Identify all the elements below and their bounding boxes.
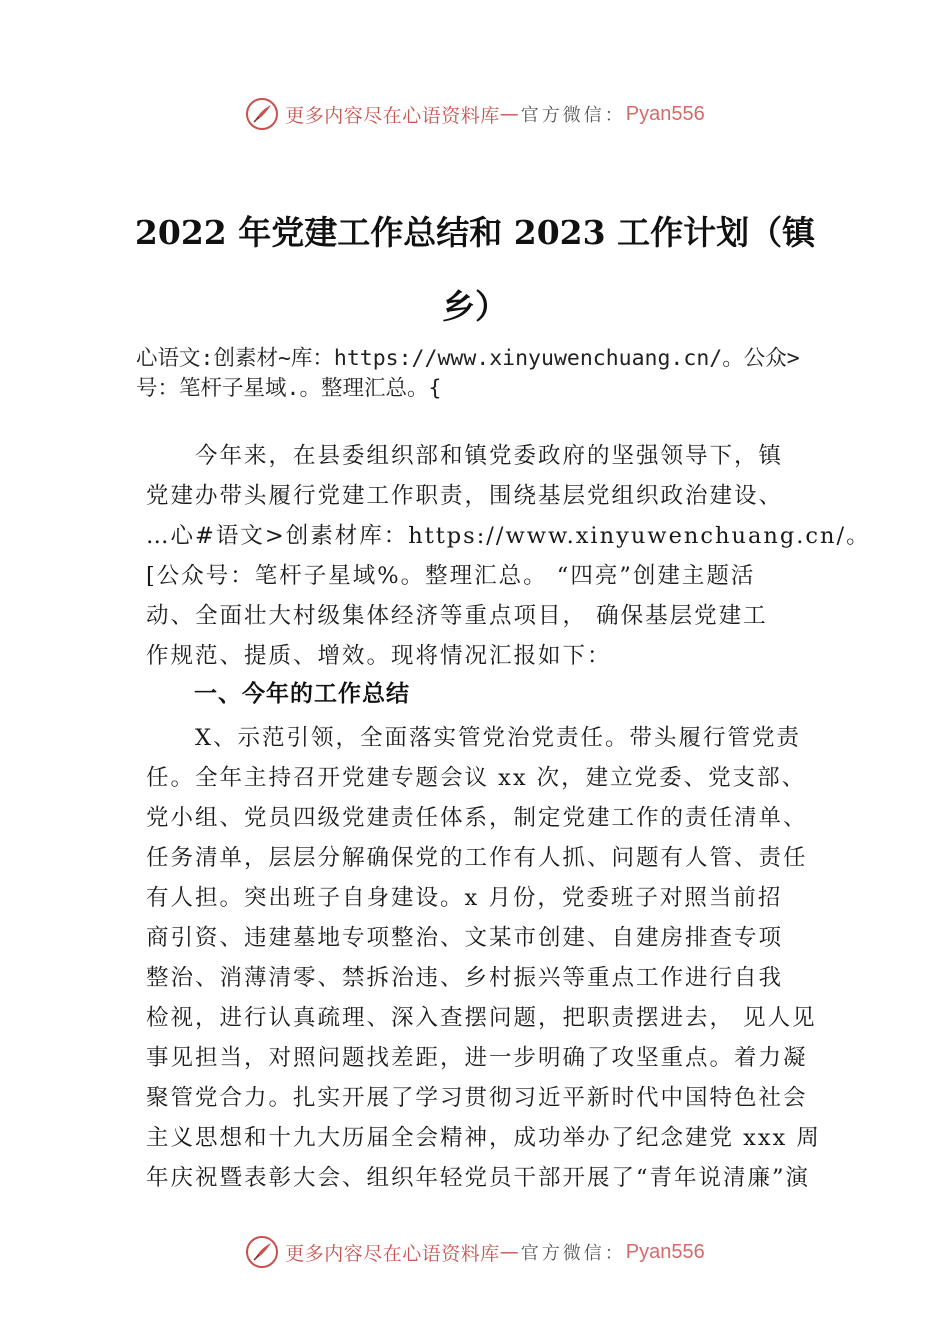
paragraph-line: 今年来，在县委组织部和镇党委政府的坚强领导下，镇 (146, 443, 784, 469)
watermark-label: 官方微信： (520, 1243, 626, 1264)
paragraph-line: 党小组、党员四级党建责任体系，制定党建工作的责任清单、 (146, 805, 808, 831)
footer-watermark (0, 1232, 950, 1272)
source-note-line: 心语文:创素材~库：https://www.xinyuwenchuang.cn/。公众> (136, 346, 800, 371)
paragraph-line: 商引资、违建墓地专项整治、文某市创建、自建房排查专项 (146, 925, 784, 951)
paragraph-line: 作规范、提质、增效。现将情况汇报如下： (146, 643, 612, 669)
watermark-text: 更多内容尽在心语资料库 (285, 104, 500, 127)
header-watermark (0, 94, 950, 134)
watermark-label: 官方微信： (520, 105, 626, 126)
paragraph-line: 主义思想和十九大历届全会精神，成功举办了纪念建党 xxx 周 (146, 1125, 821, 1151)
title-line: 2022 年党建工作总结和 2023 工作计划（镇 (134, 213, 816, 252)
paragraph-line: 年庆祝暨表彰大会、组织年轻党员干部开展了“青年说清廉”演 (146, 1165, 811, 1191)
paragraph-line: 有人担。突出班子自身建设。x 月份，党委班子对照当前招 (146, 885, 783, 911)
section-heading: 一、今年的工作总结 (194, 681, 410, 707)
watermark-text: 更多内容尽在心语资料库 (285, 1242, 500, 1265)
paragraph-line: 整治、消薄清零、禁拆治违、乡村振兴等重点工作进行自我 (146, 965, 784, 991)
source-note (136, 344, 856, 404)
paragraph-line: 党建办带头履行党建工作职责，围绕基层党组织政治建设、 (146, 483, 784, 509)
paragraph-line: X、示范引领，全面落实管党治党责任。带头履行管党责 (146, 725, 802, 751)
quill-logo-icon (245, 1235, 279, 1269)
quill-logo-icon (245, 97, 279, 131)
paragraph-line: …心#语文>创素材库：https://www.xinyuwenchuang.cn/。 (146, 523, 871, 549)
summary-paragraph (146, 718, 821, 1198)
paragraph-line: 聚管党合力。扎实开展了学习贯彻习近平新时代中国特色社会 (146, 1085, 808, 1111)
paragraph-line: 任务清单，层层分解确保党的工作有人抓、问题有人管、责任 (146, 845, 808, 871)
paragraph-line: 检视，进行认真疏理、深入查摆问题，把职责摆进去， 见人见 (146, 1005, 817, 1031)
document-title (120, 196, 830, 344)
watermark-wechat-id: Pyan556 (625, 102, 705, 125)
source-note-line: 号：笔杆子星域.。整理汇总。{ (136, 376, 442, 401)
paragraph-line: 任。全年主持召开党建专题会议 xx 次，建立党委、党支部、 (146, 765, 807, 791)
watermark-wechat-id: Pyan556 (625, 1240, 705, 1263)
watermark-dash: — (499, 1241, 519, 1263)
title-line: 乡） (442, 287, 508, 326)
paragraph-line: 动、全面壮大村级集体经济等重点项目， 确保基层党建工 (146, 603, 768, 629)
intro-paragraph (146, 436, 871, 676)
paragraph-line: 事见担当，对照问题找差距，进一步明确了攻坚重点。着力凝 (146, 1045, 808, 1071)
paragraph-line: [公众号：笔杆子星域%。整理汇总。 “四亮”创建主题活 (146, 563, 756, 589)
watermark-dash: — (499, 103, 519, 125)
